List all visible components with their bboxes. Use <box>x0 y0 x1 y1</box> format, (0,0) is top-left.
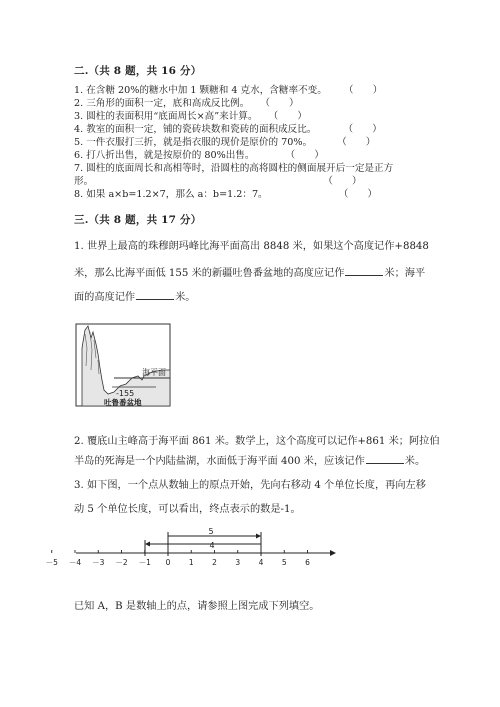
number-line-arrowhead <box>330 550 336 556</box>
judge-item-7-cont <box>74 176 362 189</box>
judge-item-5-text: 5. 一件衣服打三折，就是指衣服的现价是原价的 70%。 <box>74 137 313 148</box>
number-line-tick-label: －1 <box>138 558 151 567</box>
q1-line-2-text: 米，那么比海平面低 155 米的新疆吐鲁番盆地的高度应记作 <box>74 268 345 279</box>
judge-item-6-text: 6. 打八折出售，就是按原价的 80%出售。 <box>74 150 255 161</box>
depth-label: -155 <box>116 389 135 398</box>
judge-item-2 <box>74 98 299 111</box>
judge-item-8-answer-paren[interactable]: （ ） <box>338 189 378 200</box>
judge-item-8 <box>74 189 377 202</box>
q1-line-3-text: 面的高度记作 <box>74 292 136 303</box>
section-2-title: 二.（共 8 题，共 16 分） <box>74 65 202 77</box>
sea-level-label: 海平面 <box>142 368 166 377</box>
judge-item-3-answer-paren[interactable]: （ ） <box>268 111 307 122</box>
move-right-arrowhead <box>256 534 261 539</box>
number-line-tick-label: －4 <box>68 558 82 567</box>
judge-item-7-cont-text: 形。 <box>74 176 94 187</box>
number-line-tick-label: 3 <box>235 558 241 567</box>
judge-item-7 <box>74 163 393 176</box>
judge-item-3 <box>74 111 307 124</box>
move-label-4: 4 <box>209 541 215 550</box>
number-line-tick-label: －2 <box>115 558 128 567</box>
move-left-arrowhead <box>145 542 150 547</box>
number-line-tick-label: 5 <box>281 558 287 567</box>
q1-line-3-tail: 米。 <box>175 292 196 303</box>
judge-item-1 <box>74 85 382 98</box>
number-line-tick-label: 6 <box>305 558 310 567</box>
judge-item-3-text: 3. 圆柱的表面积用“底面周长×高”来计算。 <box>74 111 258 122</box>
q1-line-1: 1. 世界上最高的珠穆朗玛峰比海平面高出 8848 米，如果这个高度记作+8848 <box>74 241 429 252</box>
q2-line-2-text: 半岛的死海是一个内陆盐湖，水面低于海平面 400 米，应该记作 <box>74 456 365 467</box>
q3-line-2: 动 5 个单位长度，可以看出，终点表示的数是-1。 <box>74 504 301 515</box>
number-line-figure <box>45 526 340 572</box>
judge-item-4 <box>74 124 382 137</box>
judge-item-1-text: 1. 在含糖 20%的糖水中加 1 颗糖和 4 克水，含糖率不变。 <box>74 85 327 96</box>
judge-item-8-text: 8. 如果 a×b=1.2×7，那么 a：b=1.2：7。 <box>74 189 268 200</box>
q2-line-1: 2. 覆底山主峰高于海平面 861 米。数学上，这个高度可以记作+861 米；阿拉伯 <box>74 436 440 447</box>
judge-item-6-answer-paren[interactable]: （ ） <box>285 150 324 161</box>
judge-item-4-answer-paren[interactable]: （ ） <box>343 124 382 135</box>
judge-item-5 <box>74 137 375 150</box>
judge-item-7-answer-paren[interactable]: （ ） <box>323 176 362 187</box>
section-3-title: 三.（共 8 题，共 17 分） <box>74 214 202 226</box>
number-line-tick-label: 1 <box>188 558 194 567</box>
move-label-5: 5 <box>208 527 214 536</box>
judge-item-4-text: 4. 教室的面积一定，铺的瓷砖块数和瓷砖的面积成反比。 <box>74 124 317 135</box>
judge-item-2-answer-paren[interactable]: （ ） <box>260 98 299 109</box>
footer-instruction: 已知 A，B 是数轴上的点，请参照上图完成下列填空。 <box>74 601 320 612</box>
judge-item-7-text: 7. 圆柱的底面周长和高相等时，沿圆柱的高将圆柱的侧面展开后一定是正方 <box>74 163 394 174</box>
q1-line-2 <box>74 264 425 279</box>
number-line-tick-label: －3 <box>92 558 105 567</box>
basin-figure <box>74 318 174 410</box>
number-line-tick-label: 4 <box>258 558 264 567</box>
judge-item-1-answer-paren[interactable]: （ ） <box>343 85 383 96</box>
q1-blank-sea-level[interactable] <box>136 290 174 300</box>
q2-line-2 <box>74 452 425 467</box>
judge-item-2-text: 2. 三角形的面积一定，底和高成反比例。 <box>74 98 250 109</box>
q2-blank-dead-sea[interactable] <box>366 454 404 464</box>
q1-line-2-tail: 米；海平 <box>384 268 426 279</box>
judge-item-5-answer-paren[interactable]: （ ） <box>337 137 376 148</box>
q1-line-3 <box>74 288 196 303</box>
q1-blank-basin[interactable] <box>345 266 383 276</box>
number-line-tick-label: 2 <box>212 558 217 567</box>
basin-label: 吐鲁番盆地 <box>104 398 142 407</box>
q2-line-2-tail: 米。 <box>404 456 426 467</box>
judge-item-6 <box>74 150 324 163</box>
number-line-tick-label: －5 <box>45 558 58 567</box>
q3-line-1: 3. 如下图，一个点从数轴上的原点开始，先向右移动 4 个单位长度，再向左移 <box>74 480 426 491</box>
number-line-tick-label: 0 <box>165 558 171 567</box>
